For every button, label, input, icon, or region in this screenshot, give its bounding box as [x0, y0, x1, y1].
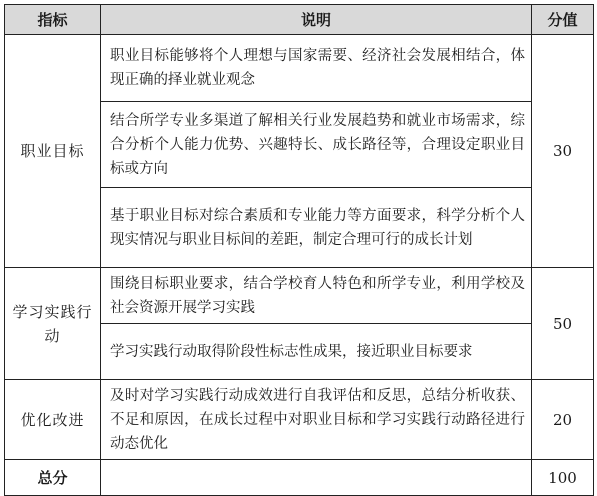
score-optimization: 20 [532, 380, 594, 460]
indicator-optimization: 优化改进 [5, 380, 101, 460]
description-cell: 结合所学专业多渠道了解相关行业发展趋势和就业市场需求，综合分析个人能力优势、兴趣特长、成长路径等，合理设定职业目标或方向 [101, 102, 532, 188]
description-cell: 基于职业目标对综合素质和专业能力等方面要求，科学分析个人现实情况与职业目标间的差距，制定合理可行的成长计划 [101, 188, 532, 268]
total-row [5, 460, 594, 496]
scoring-rubric-table [4, 4, 594, 496]
header-score: 分值 [532, 5, 594, 35]
total-description [101, 460, 532, 496]
total-score: 100 [532, 460, 594, 496]
description-cell: 及时对学习实践行动成效进行自我评估和反思，总结分析收获、不足和原因，在成长过程中对职业目标和学习实践行动路径进行动态优化 [101, 380, 532, 460]
header-description: 说明 [101, 5, 532, 35]
description-cell: 职业目标能够将个人理想与国家需要、经济社会发展相结合，体现正确的择业就业观念 [101, 35, 532, 102]
score-learning-practice: 50 [532, 268, 594, 380]
header-indicator: 指标 [5, 5, 101, 35]
total-label: 总分 [5, 460, 101, 496]
indicator-learning-practice: 学习实践行动 [5, 268, 101, 380]
table-row [5, 35, 594, 102]
table-row [5, 268, 594, 324]
description-cell: 学习实践行动取得阶段性标志性成果，接近职业目标要求 [101, 324, 532, 380]
table-row [5, 380, 594, 460]
score-career-goal: 30 [532, 35, 594, 268]
description-cell: 围绕目标职业要求，结合学校育人特色和所学专业，利用学校及社会资源开展学习实践 [101, 268, 532, 324]
table-header-row [5, 5, 594, 35]
indicator-career-goal: 职业目标 [5, 35, 101, 268]
